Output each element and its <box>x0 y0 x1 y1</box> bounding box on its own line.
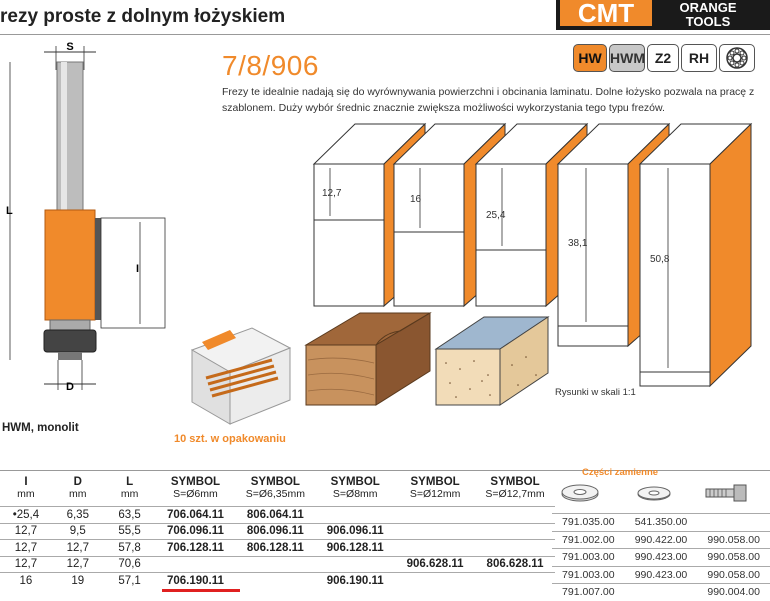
spare-bearing: 791.003.00 <box>552 566 625 584</box>
cell-l: 57,1 <box>118 575 141 587</box>
spare-washer: 990.423.00 <box>625 549 698 567</box>
spare-screw: 990.058.00 <box>697 549 770 567</box>
cell-l: 57,8 <box>118 541 141 554</box>
cell-symbol: 906.128.11 <box>326 541 384 554</box>
col-symbol-127-header: SYMBOL S=Ø12,7mm <box>485 476 545 500</box>
cell-d: 19 <box>71 575 85 587</box>
cell-symbol: 706.064.11 <box>166 508 224 521</box>
cell-symbol: 906.190.11 <box>326 575 384 587</box>
spares-row <box>552 514 770 532</box>
cell-symbol <box>475 523 555 540</box>
col-i-header: I mm <box>17 476 35 500</box>
selected-item-underline <box>162 589 240 592</box>
cell-symbol: 706.128.11 <box>166 541 224 554</box>
cell-symbol <box>315 556 395 573</box>
package-image <box>172 320 302 432</box>
page-title: rezy proste z dolnym łożyskiem <box>0 6 286 27</box>
table-row <box>0 540 555 557</box>
cell-symbol: 806.128.11 <box>246 541 304 554</box>
cell-symbol <box>395 523 475 540</box>
spare-washer <box>625 584 698 601</box>
laminate-profile <box>436 317 548 405</box>
cell-d: 12,7 <box>66 541 89 554</box>
spare-washer: 541.350.00 <box>625 514 698 532</box>
cell-l: 63,5 <box>118 508 141 521</box>
depth-label-1: 12,7 <box>322 188 342 199</box>
depth-label-5: 50,8 <box>650 254 670 265</box>
spare-washer: 990.422.00 <box>625 531 698 549</box>
cell-symbol <box>235 573 315 590</box>
depth-label-4: 38,1 <box>568 238 588 249</box>
cell-i: 12,7 <box>14 541 38 554</box>
dim-i-label: I <box>136 263 140 275</box>
cell-symbol: 906.628.11 <box>406 558 464 571</box>
cell-i: 16 <box>19 575 33 587</box>
cell-i: 12,7 <box>14 525 38 538</box>
spares-row <box>552 531 770 549</box>
cell-symbol <box>475 573 555 590</box>
product-description: Frezy te idealnie nadają się do wyrównywania powierzchni i obcinania laminatu. Dolne łożysko pozwala na pracę z szablonem. Duży wybór średnic znacznie zwiększa możliwości wykorzystania tego typu frezów. <box>222 86 755 114</box>
logo-line1: ORANGE <box>679 0 737 15</box>
cell-symbol <box>315 507 395 524</box>
spares-row <box>552 584 770 601</box>
bearing-icon <box>562 485 598 501</box>
cell-symbol: 906.096.11 <box>326 525 384 538</box>
spec-table <box>0 470 555 589</box>
cell-i: •25,4 <box>12 508 40 521</box>
spare-bearing: 791.002.00 <box>552 531 625 549</box>
cell-d: 6,35 <box>66 508 89 521</box>
cell-l: 55,5 <box>118 525 141 538</box>
cell-symbol <box>235 556 315 573</box>
cell-d: 9,5 <box>69 525 86 538</box>
spare-bearing: 791.007.00 <box>552 584 625 601</box>
table-row <box>0 507 555 524</box>
table-row <box>0 556 555 573</box>
spare-screw: 990.058.00 <box>697 566 770 584</box>
dim-s-label: S <box>66 41 74 53</box>
cell-d: 12,7 <box>66 558 89 571</box>
cell-symbol <box>395 573 475 590</box>
spare-screw <box>697 514 770 532</box>
depth-label-2: 16 <box>410 194 422 205</box>
spare-screw: 990.058.00 <box>697 531 770 549</box>
cell-symbol: 706.096.11 <box>166 525 224 538</box>
depth-block-5 <box>640 124 751 386</box>
cell-symbol <box>395 507 475 524</box>
logo-main-text: CMT <box>577 0 635 28</box>
cell-l: 70,6 <box>118 558 141 571</box>
spares-row <box>552 549 770 567</box>
package-note: 10 szt. w opakowaniu <box>174 433 286 445</box>
spare-bearing: 791.035.00 <box>552 514 625 532</box>
spares-table <box>552 513 770 601</box>
material-note: HWM, monolit <box>2 422 79 434</box>
product-code: 7/8/906 <box>222 50 319 81</box>
col-l-header: L mm <box>120 476 139 500</box>
bearing-icon <box>719 44 755 72</box>
cell-symbol <box>475 507 555 524</box>
cell-symbol <box>395 540 475 557</box>
cell-symbol <box>475 540 555 557</box>
depth-label-3: 25,4 <box>486 210 506 221</box>
wood-profile <box>306 313 430 405</box>
cell-symbol: 806.628.11 <box>486 558 544 571</box>
col-d-header: D mm <box>69 476 87 500</box>
badge-hwm: HWM <box>609 44 645 72</box>
screw-icon <box>706 485 746 501</box>
dim-d-label: D <box>66 381 74 393</box>
spare-screw: 990.004.00 <box>697 584 770 601</box>
spares-icons <box>556 480 766 510</box>
dim-l-label: L <box>6 205 13 217</box>
col-symbol-8-header: SYMBOL S=Ø8mm <box>330 476 380 500</box>
cmt-logo <box>556 0 770 30</box>
col-symbol-12-header: SYMBOL S=Ø12mm <box>409 476 461 500</box>
badge-hw: HW <box>573 44 607 72</box>
header-divider <box>0 34 770 35</box>
table-row <box>0 573 555 590</box>
spares-row <box>552 566 770 584</box>
table-row <box>0 523 555 540</box>
spare-bearing: 791.003.00 <box>552 549 625 567</box>
profile-examples <box>300 305 555 415</box>
badge-z2: Z2 <box>647 44 679 72</box>
washer-icon <box>638 487 670 500</box>
spare-washer: 990.423.00 <box>625 566 698 584</box>
scale-note: Rysunki w skali 1:1 <box>555 387 636 398</box>
badge-rh: RH <box>681 44 717 72</box>
cell-symbol: 806.096.11 <box>246 525 304 538</box>
col-symbol-6-header: SYMBOL S=Ø6mm <box>170 476 221 500</box>
col-symbol-635-header: SYMBOL S=Ø6,35mm <box>245 476 305 500</box>
cell-i: 12,7 <box>14 558 38 571</box>
spares-title: Części zamienne <box>582 467 659 478</box>
router-bit-diagram <box>0 40 180 400</box>
cell-symbol <box>156 556 236 573</box>
cell-symbol: 806.064.11 <box>246 508 304 521</box>
table-header-row <box>0 470 555 507</box>
cell-symbol: 706.190.11 <box>166 575 224 587</box>
logo-line2: TOOLS <box>685 14 731 29</box>
